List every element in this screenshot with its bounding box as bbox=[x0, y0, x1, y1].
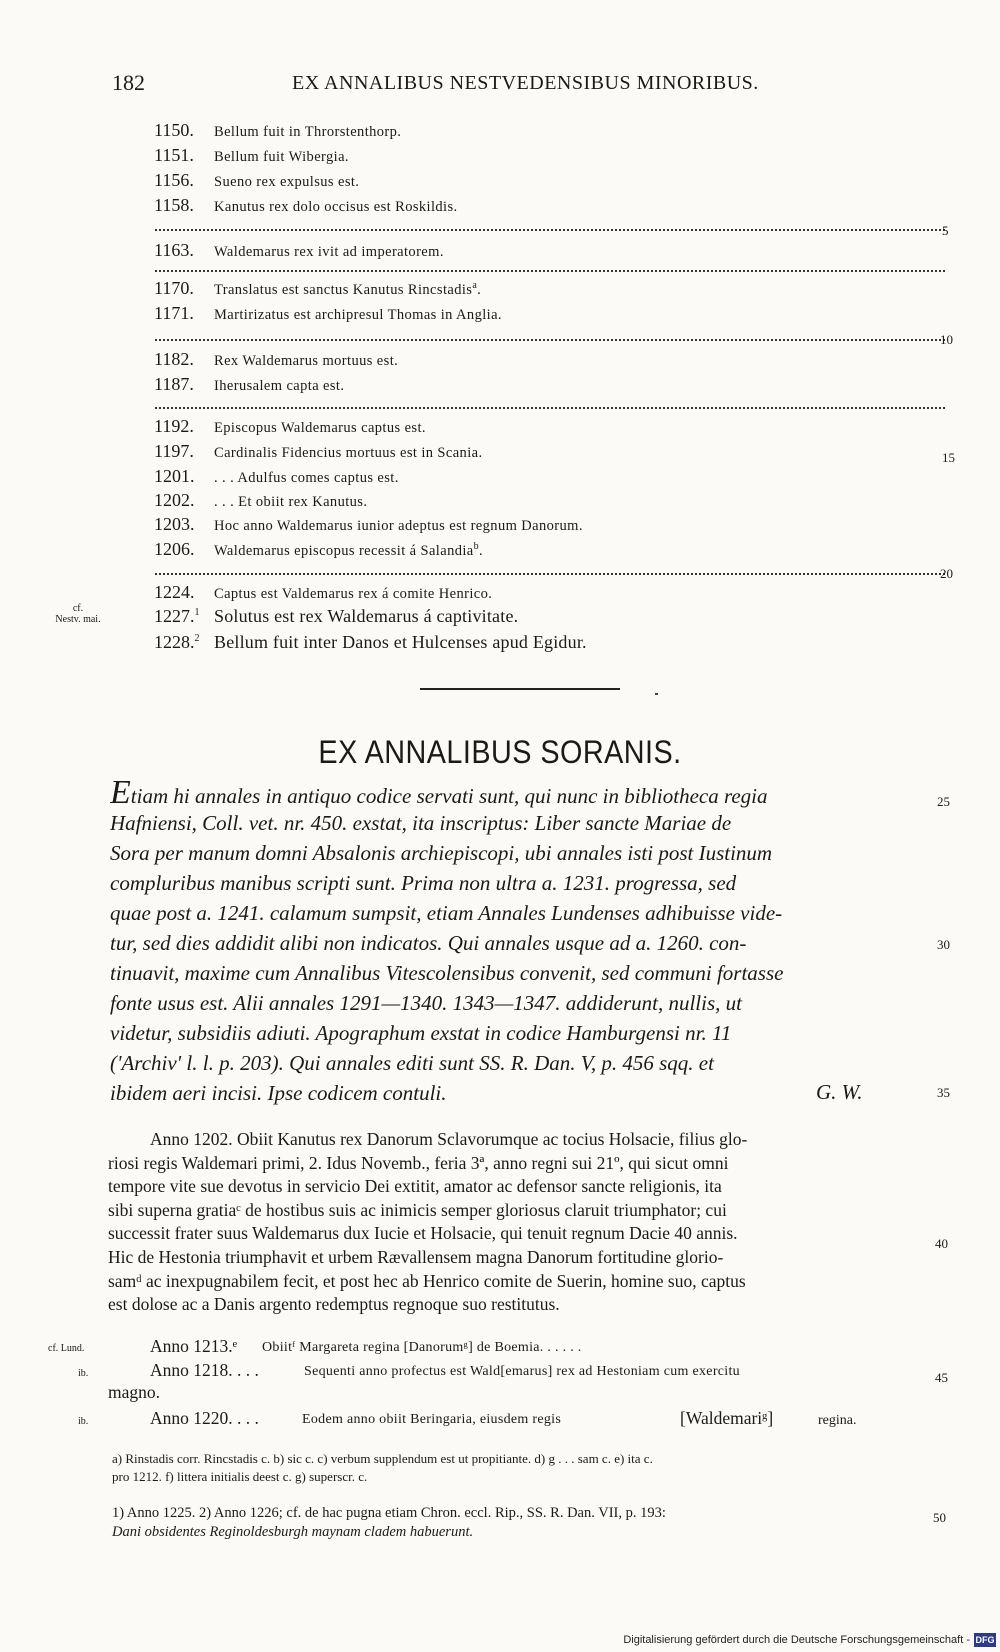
ellipsis-row bbox=[155, 573, 945, 575]
ellipsis-row bbox=[155, 229, 945, 231]
margin-note-ib: ib. bbox=[78, 1368, 89, 1379]
anno-1220-bracket: [Waldemariᵍ] bbox=[680, 1408, 774, 1428]
annal-entry: 1171. Martirizatus est archipresul Thomas in Anglia. bbox=[154, 303, 502, 323]
line-number: 20 bbox=[940, 566, 953, 581]
editor-signature: G. W. bbox=[816, 1080, 863, 1104]
annal-entry: 1151. Bellum fuit Wibergia. bbox=[154, 145, 349, 165]
section-divider bbox=[420, 688, 620, 690]
annal-entry: 1192. Episcopus Waldemarus captus est. bbox=[154, 416, 426, 436]
annal-entry: 1170. Translatus est sanctus Kanutus Rincstadis$^a$. bbox=[154, 278, 482, 298]
footnotes-numbers: 1) Anno 1225. 2) Anno 1226; cf. de hac pugna etiam Chron. eccl. Rip., SS. R. Dan. VII, p. 193: Dani obsidentes Reginoldesburgh maynam cladem habuerunt. bbox=[112, 1505, 666, 1540]
line-number: 10 bbox=[940, 332, 953, 347]
dfg-logo: DFG bbox=[975, 1635, 995, 1645]
line-number: 30 bbox=[937, 937, 950, 952]
editor-introduction: Etiam hi annales in antiquo codice servati sunt, qui nunc in bibliotheca regia Hafniensi, Coll. vet. nr. 450. exstat, ita inscriptus: Liber sancte Mariae de Sora per manum domni Absalonis archiepiscopi, ubi annales isti post Iustinum compluribus manibus scripti sunt. Prima non ultra a. 1231. progressa, sed quae post a. 1241. calamum sumpsit, etiam Annales Lundenses adhibuisse vide- tur, sed dies addidit alibi non indicatos. Qui annales usque ad a. 1260. con- tinuavit, maxime cum Annalibus Vitescolensibus convenit, sed communi fortasse fonte usus est. Alii annales 1291—1340. 1343—1347. addiderunt, nullis, ut videtur, subsidiis adiuti. Apographum exstat in codice Hamburgensi nr. 11 ('Archiv' l. l. p. 203). Qui annales editi sunt SS. R. Dan. V, p. 456 sqq. et ibidem aeri incisi. Ipse codicem contuli. bbox=[110, 778, 932, 1108]
anno-1220-text: Eodem anno obiit Beringaria, eiusdem regis bbox=[302, 1412, 562, 1427]
digitization-credit: Digitalisierung gefördert durch die Deutsche Forschungsgemeinschaft - bbox=[623, 1634, 970, 1646]
footnotes-letters: a) Rinstadis corr. Rincstadis c. b) sic c. c) verbum supplendum est ut propitiante. d) g . . . sam c. e) ita c. pro 1212. f) littera initialis deest c. g) superscr. c. bbox=[112, 1451, 653, 1484]
line-number: 15 bbox=[942, 450, 955, 465]
anno-1218-label: Anno 1218. . . . bbox=[150, 1360, 259, 1380]
annal-entry: 1206. Waldemarus episcopus recessit á Salandia$^b$. bbox=[154, 539, 484, 559]
line-number: 45 bbox=[935, 1370, 948, 1385]
line-number: 50 bbox=[933, 1510, 946, 1525]
annal-body: Anno 1202. Obiit Kanutus rex Danorum Sclavorumque ac tocius Holsacie, filius glo- riosi regis Waldemari primi, 2. Idus Novemb., feria 3ª, anno regni sui 21º, qui sicut omni tempore vite sue devotus in servicio Dei extitit, amator ac defensor sancte religionis, ita sibi superna gratiaᶜ de hostibus suis ac inimicis semper gloriosus claruit triumphator; cui successit frater suus Waldemarus dux Iucie et Holsacie, qui tenuit regnum Dacie 40 annis. Hic de Hestonia triumphavit et urbem Rævallensem magna Danorum fortitudine glorio- samᵈ ac inexpugnabilem fecit, et post hec ab Henrico comite de Suerin, homine suo, captus est dolose ac a Danis argento redemptus regnoque suo restitutus. bbox=[108, 1129, 748, 1315]
margin-note-lund: cf. Lund. bbox=[48, 1343, 85, 1354]
annal-entry: 1224. Captus est Valdemarus rex á comite Henrico. bbox=[154, 582, 493, 602]
section-title: EX ANNALIBUS SORANIS. bbox=[318, 734, 682, 770]
drop-cap: E bbox=[110, 778, 131, 808]
annal-entry: 1187. Iherusalem capta est. bbox=[154, 374, 345, 394]
running-title: EX ANNALIBUS NESTVEDENSIBUS MINORIBUS. bbox=[292, 72, 759, 94]
ellipsis-row bbox=[155, 270, 945, 272]
anno-1213-text: Obiitᶠ Margareta regina [Danorumᵍ] de Boemia. . . . . . bbox=[262, 1340, 582, 1355]
divider-dot bbox=[655, 693, 658, 695]
ellipsis-row bbox=[155, 407, 945, 409]
anno-1220-end: regina. bbox=[818, 1413, 857, 1428]
anno-1220-label: Anno 1220. . . . bbox=[150, 1408, 259, 1428]
annal-entry: 1150. Bellum fuit in Throrstenthorp. bbox=[154, 120, 402, 140]
annal-entry: 1163. Waldemarus rex ivit ad imperatorem. bbox=[154, 240, 444, 260]
ellipsis-row bbox=[155, 339, 945, 341]
annal-entry: 1227.$^1$ Solutus est rex Waldemarus á captivitate. bbox=[154, 606, 519, 626]
line-number: 25 bbox=[937, 794, 950, 809]
annal-entry: 1182. Rex Waldemarus mortuus est. bbox=[154, 349, 399, 369]
margin-note-nestv: cf. Nestv. mai. bbox=[55, 603, 101, 625]
line-number: 35 bbox=[937, 1085, 950, 1100]
annal-entry: 1156. Sueno rex expulsus est. bbox=[154, 170, 360, 190]
annal-entry: 1203. Hoc anno Waldemarus iunior adeptus est regnum Danorum. bbox=[154, 514, 583, 534]
annal-entry: 1197. Cardinalis Fidencius mortuus est in Scania. bbox=[154, 441, 483, 461]
anno-1218-cont: magno. bbox=[108, 1382, 161, 1402]
annal-entry: 1158. Kanutus rex dolo occisus est Roskildis. bbox=[154, 195, 458, 215]
anno-1218-text: Sequenti anno profectus est Wald[emarus] rex ad Hestoniam cum exercitu bbox=[304, 1364, 740, 1379]
anno-1213-label: Anno 1213.ᵉ bbox=[150, 1336, 238, 1356]
margin-note-ib: ib. bbox=[78, 1416, 89, 1427]
line-number: 40 bbox=[935, 1236, 948, 1251]
annal-entry: 1228.$^2$ Bellum fuit inter Danos et Hulcenses apud Egidur. bbox=[154, 632, 587, 652]
annal-entry: 1202. . . . Et obiit rex Kanutus. bbox=[154, 490, 368, 510]
annal-entry: 1201. . . . Adulfus comes captus est. bbox=[154, 466, 399, 486]
line-number: 5 bbox=[942, 223, 949, 238]
page-number: 182 bbox=[112, 70, 145, 95]
